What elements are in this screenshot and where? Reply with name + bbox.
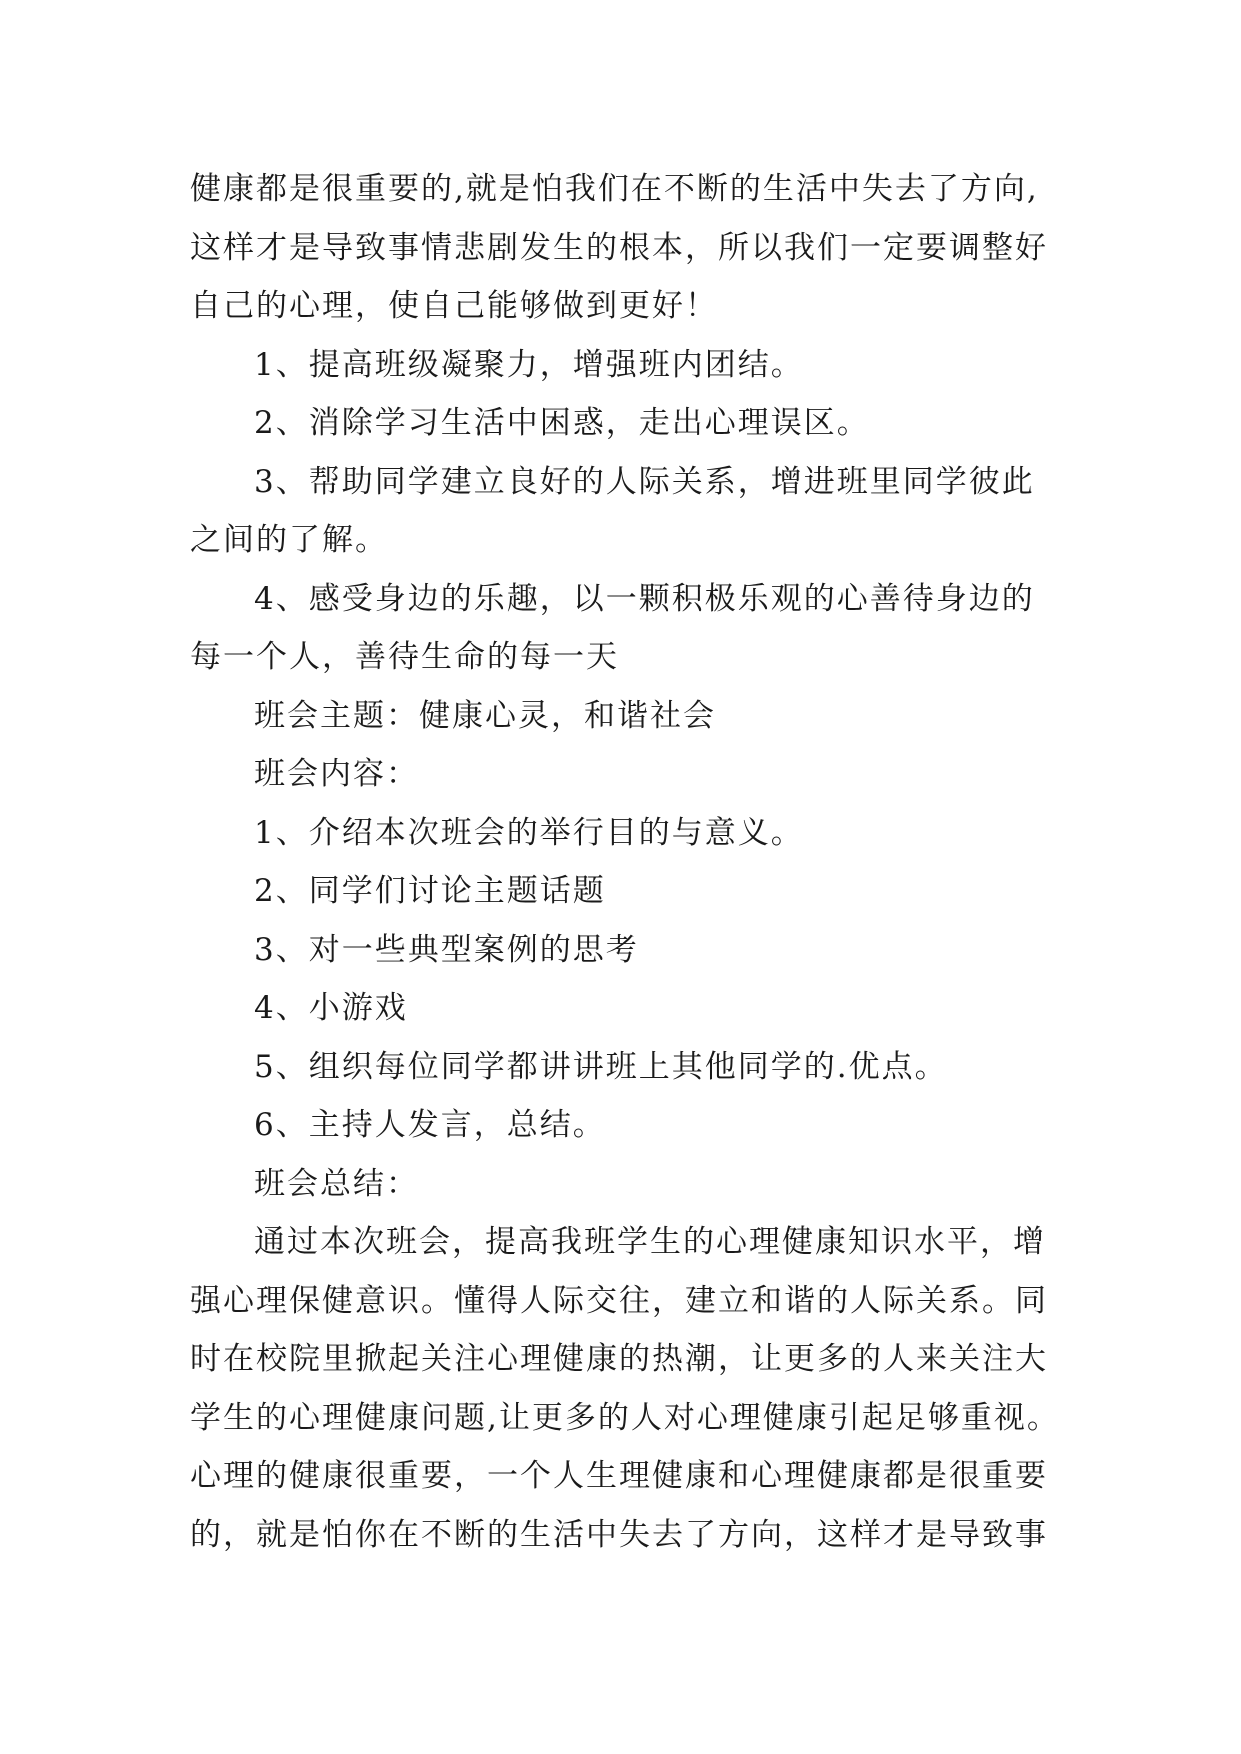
text-line: 通过本次班会，提高我班学生的心理健康知识水平，增 xyxy=(254,1224,1046,1260)
text-line: 自己的心理，使自己能够做到更好！ xyxy=(190,288,718,324)
text-line: 学生的心理健康问题,让更多的人对心理健康引起足够重视。 xyxy=(190,1399,1060,1436)
text-line: 2、同学们讨论主题话题 xyxy=(254,873,606,909)
text-line: 每一个人，善待生命的每一天 xyxy=(190,639,619,675)
text-line: 的，就是怕你在不断的生活中失去了方向，这样才是导致事 xyxy=(190,1516,1048,1553)
text-line: 班会内容： xyxy=(254,756,419,792)
text-line: 3、帮助同学建立良好的人际关系，增进班里同学彼此 xyxy=(254,463,1035,500)
text-line: 1、介绍本次班会的举行目的与意义。 xyxy=(254,814,804,851)
text-line: 5、组织每位同学都讲讲班上其他同学的.优点。 xyxy=(254,1048,948,1085)
text-line: 班会总结： xyxy=(254,1165,419,1202)
text-line: 心理的健康很重要，一个人生理健康和心理健康都是很重要 xyxy=(190,1458,1048,1494)
text-line: 这样才是导致事情悲剧发生的根本，所以我们一定要调整好 xyxy=(190,229,1048,266)
text-line: 3、对一些典型案例的思考 xyxy=(254,931,639,968)
text-line: 1、提高班级凝聚力，增强班内团结。 xyxy=(254,346,804,383)
text-line: 6、主持人发言，总结。 xyxy=(254,1107,606,1143)
text-line: 强心理保健意识。懂得人际交往，建立和谐的人际关系。同 xyxy=(190,1282,1048,1319)
body-text xyxy=(190,160,1090,1564)
text-line: 2、消除学习生活中困惑，走出心理误区。 xyxy=(254,405,870,441)
text-line: 之间的了解。 xyxy=(190,522,388,558)
text-line: 班会主题：健康心灵，和谐社会 xyxy=(254,697,716,734)
text-line: 4、感受身边的乐趣，以一颗积极乐观的心善待身边的 xyxy=(254,580,1035,617)
text-line: 4、小游戏 xyxy=(254,990,408,1026)
text-line: 时在校院里掀起关注心理健康的热潮，让更多的人来关注大 xyxy=(190,1341,1048,1377)
text-line: 健康都是很重要的,就是怕我们在不断的生活中失去了方向, xyxy=(190,171,1039,207)
